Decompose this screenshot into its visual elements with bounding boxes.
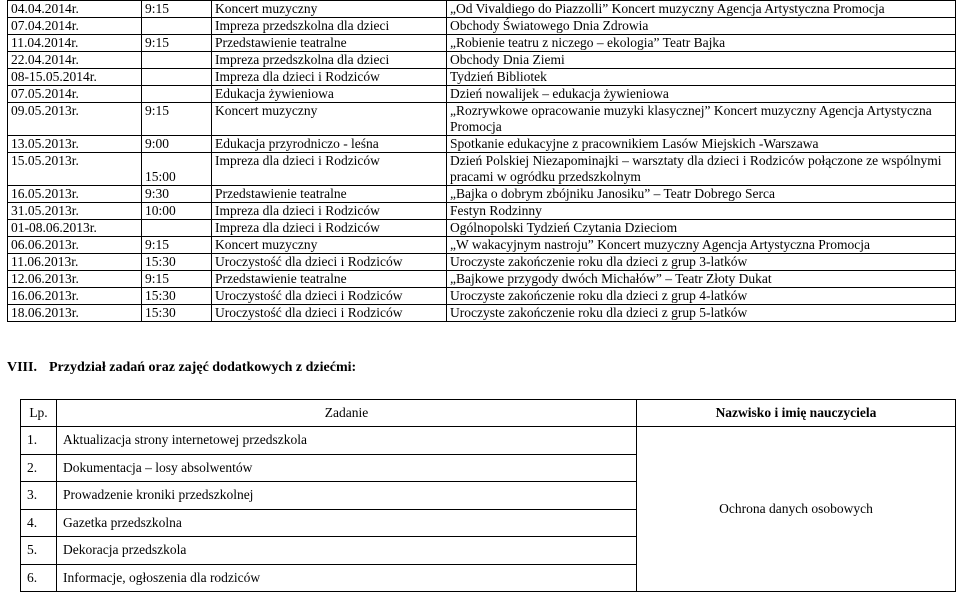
event-time: 15:00 bbox=[142, 153, 212, 186]
task-number: 5. bbox=[21, 537, 57, 565]
event-time: 9:15 bbox=[142, 1, 212, 18]
table-row bbox=[8, 18, 956, 35]
event-type: Impreza dla dzieci i Rodziców bbox=[212, 153, 447, 186]
event-date: 04.04.2014r. bbox=[8, 1, 142, 18]
event-time: 15:30 bbox=[142, 305, 212, 322]
table-row bbox=[8, 153, 956, 186]
task-name: Aktualizacja strony internetowej przedszkola bbox=[57, 427, 637, 455]
event-date: 11.06.2013r. bbox=[8, 254, 142, 271]
event-description: Spotkanie edukacyjne z pracownikiem Lasów Miejskich -Warszawa bbox=[447, 136, 956, 153]
table-row bbox=[8, 86, 956, 103]
event-description: Tydzień Bibliotek bbox=[447, 69, 956, 86]
event-description: Uroczyste zakończenie roku dla dzieci z grup 5-latków bbox=[447, 305, 956, 322]
event-date: 16.05.2013r. bbox=[8, 186, 142, 203]
event-type: Koncert muzyczny bbox=[212, 103, 447, 136]
section-number: VIII. bbox=[7, 360, 37, 375]
section-title: Przydział zadań oraz zajęć dodatkowych z dziećmi: bbox=[49, 360, 357, 375]
table-row bbox=[8, 254, 956, 271]
event-time: 9:15 bbox=[142, 35, 212, 52]
event-time bbox=[142, 69, 212, 86]
task-number: 4. bbox=[21, 509, 57, 537]
tasks-header-row bbox=[21, 400, 956, 427]
event-time: 9:15 bbox=[142, 103, 212, 136]
event-time bbox=[142, 86, 212, 103]
event-type: Koncert muzyczny bbox=[212, 237, 447, 254]
task-number: 1. bbox=[21, 427, 57, 455]
event-date: 31.05.2013r. bbox=[8, 203, 142, 220]
table-row bbox=[8, 52, 956, 69]
event-description: „Robienie teatru z niczego – ekologia” Teatr Bajka bbox=[447, 35, 956, 52]
event-type: Edukacja żywieniowa bbox=[212, 86, 447, 103]
event-time: 15:30 bbox=[142, 288, 212, 305]
task-name: Dekoracja przedszkola bbox=[57, 537, 637, 565]
event-type: Impreza przedszkolna dla dzieci bbox=[212, 18, 447, 35]
event-description: Festyn Rodzinny bbox=[447, 203, 956, 220]
table-row bbox=[8, 35, 956, 52]
event-date: 09.05.2013r. bbox=[8, 103, 142, 136]
event-date: 01-08.06.2013r. bbox=[8, 220, 142, 237]
header-teacher: Nazwisko i imię nauczyciela bbox=[637, 400, 956, 427]
event-type: Uroczystość dla dzieci i Rodziców bbox=[212, 288, 447, 305]
event-date: 08-15.05.2014r. bbox=[8, 69, 142, 86]
event-type: Koncert muzyczny bbox=[212, 1, 447, 18]
teacher-cell: Ochrona danych osobowych bbox=[637, 427, 956, 592]
event-date: 16.06.2013r. bbox=[8, 288, 142, 305]
event-date: 07.05.2014r. bbox=[8, 86, 142, 103]
event-date: 07.04.2014r. bbox=[8, 18, 142, 35]
table-row bbox=[8, 186, 956, 203]
event-date: 11.04.2014r. bbox=[8, 35, 142, 52]
table-row bbox=[8, 271, 956, 288]
event-time bbox=[142, 52, 212, 69]
event-description: „Od Vivaldiego do Piazzolli” Koncert muzyczny Agencja Artystyczna Promocja bbox=[447, 1, 956, 18]
task-name: Prowadzenie kroniki przedszkolnej bbox=[57, 482, 637, 510]
event-time: 9:00 bbox=[142, 136, 212, 153]
event-type: Impreza dla dzieci i Rodziców bbox=[212, 203, 447, 220]
event-date: 22.04.2014r. bbox=[8, 52, 142, 69]
table-row bbox=[8, 103, 956, 136]
table-row bbox=[8, 69, 956, 86]
event-description: Dzień Polskiej Niezapominajki – warsztaty dla dzieci i Rodziców połączone ze wspólnymi pracami w ogródku przedszkolnym bbox=[447, 153, 956, 186]
event-type: Przedstawienie teatralne bbox=[212, 35, 447, 52]
event-time bbox=[142, 220, 212, 237]
event-time: 9:15 bbox=[142, 237, 212, 254]
table-row bbox=[8, 237, 956, 254]
event-type: Impreza dla dzieci i Rodziców bbox=[212, 69, 447, 86]
task-number: 6. bbox=[21, 564, 57, 592]
task-name: Informacje, ogłoszenia dla rodziców bbox=[57, 564, 637, 592]
header-task: Zadanie bbox=[57, 400, 637, 427]
event-description: „Bajka o dobrym zbójniku Janosiku” – Teatr Dobrego Serca bbox=[447, 186, 956, 203]
event-description: Ogólnopolski Tydzień Czytania Dzieciom bbox=[447, 220, 956, 237]
event-type: Przedstawienie teatralne bbox=[212, 186, 447, 203]
event-type: Uroczystość dla dzieci i Rodziców bbox=[212, 254, 447, 271]
tasks-table bbox=[20, 399, 956, 592]
task-number: 3. bbox=[21, 482, 57, 510]
event-date: 13.05.2013r. bbox=[8, 136, 142, 153]
task-number: 2. bbox=[21, 454, 57, 482]
event-description: Dzień nowalijek – edukacja żywieniowa bbox=[447, 86, 956, 103]
event-description: Uroczyste zakończenie roku dla dzieci z grup 3-latków bbox=[447, 254, 956, 271]
task-name: Gazetka przedszkolna bbox=[57, 509, 637, 537]
event-time: 9:30 bbox=[142, 186, 212, 203]
table-row bbox=[8, 288, 956, 305]
event-type: Przedstawienie teatralne bbox=[212, 271, 447, 288]
table-row bbox=[8, 1, 956, 18]
table-row bbox=[8, 136, 956, 153]
event-type: Impreza dla dzieci i Rodziców bbox=[212, 220, 447, 237]
event-type: Impreza przedszkolna dla dzieci bbox=[212, 52, 447, 69]
event-time: 10:00 bbox=[142, 203, 212, 220]
event-description: „Rozrywkowe opracowanie muzyki klasycznej” Koncert muzyczny Agencja Artystyczna Promocja bbox=[447, 103, 956, 136]
event-description: Uroczyste zakończenie roku dla dzieci z grup 4-latków bbox=[447, 288, 956, 305]
table-row bbox=[8, 203, 956, 220]
event-time bbox=[142, 18, 212, 35]
header-lp: Lp. bbox=[21, 400, 57, 427]
table-row bbox=[21, 427, 956, 455]
event-date: 15.05.2013r. bbox=[8, 153, 142, 186]
task-name: Dokumentacja – losy absolwentów bbox=[57, 454, 637, 482]
event-description: „Bajkowe przygody dwóch Michałów” – Teatr Złoty Dukat bbox=[447, 271, 956, 288]
event-description: Obchody Światowego Dnia Zdrowia bbox=[447, 18, 956, 35]
section-heading bbox=[7, 360, 356, 376]
events-table bbox=[7, 0, 956, 322]
event-date: 18.06.2013r. bbox=[8, 305, 142, 322]
event-date: 12.06.2013r. bbox=[8, 271, 142, 288]
event-description: „W wakacyjnym nastroju” Koncert muzyczny Agencja Artystyczna Promocja bbox=[447, 237, 956, 254]
table-row bbox=[8, 305, 956, 322]
event-type: Edukacja przyrodniczo - leśna bbox=[212, 136, 447, 153]
event-type: Uroczystość dla dzieci i Rodziców bbox=[212, 305, 447, 322]
event-time: 9:15 bbox=[142, 271, 212, 288]
event-description: Obchody Dnia Ziemi bbox=[447, 52, 956, 69]
event-time: 15:30 bbox=[142, 254, 212, 271]
event-date: 06.06.2013r. bbox=[8, 237, 142, 254]
table-row bbox=[8, 220, 956, 237]
